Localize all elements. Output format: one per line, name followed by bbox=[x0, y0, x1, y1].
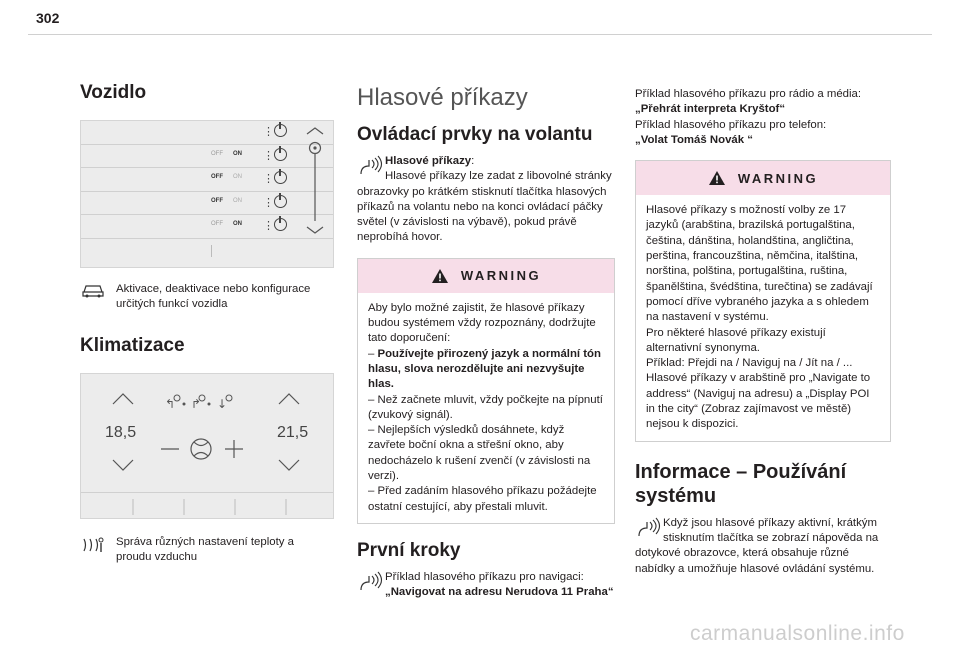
info-text: Když jsou hlasové příkazy aktivní, krátkým stisknutím tlačítka se zobrazí nápověda na dotykové obrazovce, která obsahuje různé nabídky a umožňuje hlasové ovládání systému. bbox=[635, 516, 879, 575]
warning-item-text: Nejlepších výsledků dosáhnete, když zavřete boční okna a střešní okno, aby nedocházelo k rušení zvenčí (v závislosti na verzi). bbox=[368, 424, 591, 483]
more-options-icon: ⋮ bbox=[263, 173, 274, 185]
vehicle-caption: Aktivace, deaktivace nebo konfigurace určitých funkcí vozidla bbox=[116, 283, 311, 311]
warning-text: Příklad: Přejdi na / Naviguj na / Jít na / ... bbox=[646, 357, 853, 370]
vehicle-setting-row bbox=[81, 121, 333, 145]
warning-item: – Před zadáním hlasového příkazu požádejte ostatní cestující, aby přestali mluvit. bbox=[368, 485, 597, 513]
warning-item: – Nejlepších výsledků dosáhnete, když zavřete boční okna a střešní okno, aby nedocházelo k rušení zvenčí (v závislosti na verzi). bbox=[368, 424, 591, 483]
toggle-on-label: ON bbox=[233, 150, 242, 157]
toggle-off-label: OFF bbox=[211, 197, 223, 204]
info-paragraph bbox=[635, 516, 891, 577]
voice-commands-paragraph: Hlasové příkazy: Hlasové příkazy lze zadat z libovolné stránky obrazovky po krátkém stisknutí tlačítka hlasových příkazů na volantu nebo na konci ovládací páčky světel (v závislosti na výbavě), pokud právě neprobíhá hovor. bbox=[357, 155, 612, 244]
column-right bbox=[635, 87, 891, 577]
more-options-icon: ⋮ bbox=[263, 196, 274, 209]
climate-heading: Klimatizace bbox=[80, 334, 185, 356]
toggle-off-label: OFF bbox=[211, 174, 223, 180]
divider-tick bbox=[211, 245, 212, 257]
radio-example-command: „Přehrát interpreta Kryštof“ bbox=[635, 103, 786, 116]
warning-item: – Používejte přirozený jazyk a normální tón hlasu, slova nerozdělujte ani nezvyšujte hlas. bbox=[368, 347, 601, 391]
warning-text: Hlasové příkazy v arabštině pro „Navigate to address“ (Naviguj na adresu) a „Display POI in the city“ (Zobraz zajímavost ve městě) nejsou k dispozici. bbox=[646, 372, 871, 431]
power-icon bbox=[274, 195, 287, 208]
voice-command-icon bbox=[635, 516, 663, 542]
warning-box-right bbox=[635, 160, 891, 441]
air-conditioning-icon bbox=[80, 535, 106, 555]
on-off-toggle[interactable] bbox=[211, 221, 247, 231]
navigation-example bbox=[357, 570, 615, 601]
warning-icon bbox=[708, 170, 726, 186]
more-options-icon: ⋮ bbox=[263, 126, 274, 138]
warning-text: Pro některé hlasové příkazy existují alternativní synonyma. bbox=[646, 326, 826, 354]
voice-commands-label: Hlasové příkazy bbox=[385, 155, 472, 167]
vehicle-setting-row bbox=[81, 192, 333, 216]
climate-caption-row bbox=[80, 535, 340, 566]
car-icon bbox=[80, 282, 106, 298]
warning-icon bbox=[431, 268, 449, 284]
top-divider bbox=[28, 34, 932, 35]
navigation-example-label: Příklad hlasového příkazu pro navigaci: bbox=[385, 570, 584, 583]
warning-title: WARNING bbox=[460, 268, 542, 284]
warning-item: – Než začnete mluvit, vždy počkejte na pípnutí (zvukový signál). bbox=[368, 393, 603, 421]
column-middle bbox=[357, 84, 615, 601]
warning-item-bold: Používejte přirozený jazyk a normální tón hlasu, slova nerozdělujte ani nezvyšujte hlas. bbox=[368, 347, 601, 391]
svg-text:↱: ↱ bbox=[191, 396, 202, 411]
warning-body bbox=[358, 293, 614, 523]
toggle-on-label: ON bbox=[233, 174, 242, 180]
voice-command-icon bbox=[357, 570, 385, 596]
vehicle-heading: Vozidlo bbox=[80, 82, 147, 103]
temperature-left: 18,5 bbox=[105, 423, 137, 441]
info-heading: Informace – Používání systému bbox=[635, 460, 847, 507]
navigation-example-command: „Navigovat na adresu Nerudova 11 Praha“ bbox=[385, 586, 614, 599]
scroll-control-icon[interactable] bbox=[303, 125, 327, 245]
page-number: 302 bbox=[36, 10, 60, 26]
warning-box-middle bbox=[357, 258, 615, 524]
climate-caption: Správa různých nastavení teploty a proudu vzduchu bbox=[116, 535, 294, 563]
toggle-on-label: ON bbox=[233, 197, 242, 204]
warning-item-text: Než začnete mluvit, vždy počkejte na pípnutí (zvukový signál). bbox=[368, 393, 603, 421]
power-icon bbox=[274, 171, 287, 184]
vehicle-settings-panel bbox=[80, 120, 334, 268]
toggle-off-label: OFF bbox=[211, 221, 223, 227]
phone-example-command: „Volat Tomáš Novák “ bbox=[635, 133, 753, 146]
temperature-right: 21,5 bbox=[277, 423, 309, 441]
on-off-toggle[interactable] bbox=[211, 198, 247, 208]
warning-body bbox=[636, 195, 890, 440]
svg-text:↰: ↰ bbox=[165, 396, 176, 411]
climate-bottom-bar bbox=[81, 492, 333, 520]
phone-example-label: Příklad hlasového příkazu pro telefon: bbox=[635, 118, 827, 131]
warning-item-text: Před zadáním hlasového příkazu požádejte ostatní cestující, aby přestali mluvit. bbox=[368, 485, 597, 513]
more-options-icon: ⋮ bbox=[263, 220, 274, 232]
warning-header bbox=[358, 259, 614, 293]
power-icon bbox=[274, 218, 287, 231]
toggle-off-label: OFF bbox=[211, 150, 223, 157]
first-steps-heading: První kroky bbox=[357, 539, 461, 561]
on-off-toggle[interactable] bbox=[211, 151, 247, 161]
radio-example-label: Příklad hlasového příkazu pro rádio a média: bbox=[635, 88, 862, 100]
climate-bottom-dividers bbox=[81, 493, 335, 521]
warning-header bbox=[636, 161, 890, 195]
more-options-icon: ⋮ bbox=[263, 149, 274, 162]
voice-commands-heading: Hlasové příkazy bbox=[357, 84, 528, 111]
vehicle-setting-row bbox=[81, 215, 333, 239]
voice-command-icon bbox=[357, 154, 385, 180]
warning-intro: Aby bylo možné zajistit, že hlasové příkazy budou systémem vždy rozpoznány, dodržujte tato doporučení: bbox=[368, 301, 596, 345]
watermark: carmanualsonline.info bbox=[690, 622, 905, 645]
voice-commands-text: Hlasové příkazy lze zadat z libovolné stránky obrazovky po krátkém stisknutí tlačítka hlasových příkazů na volantu nebo na konci ovládací páčky světel (v závislosti na výbavě), pokud právě neprobíhá hovor. bbox=[357, 170, 612, 244]
warning-title: WARNING bbox=[737, 170, 819, 186]
power-icon bbox=[274, 124, 287, 137]
vehicle-setting-row bbox=[81, 168, 333, 192]
steering-controls-heading: Ovládací prvky na volantu bbox=[357, 124, 593, 145]
vehicle-setting-row bbox=[81, 239, 333, 263]
climate-panel bbox=[80, 373, 334, 519]
power-icon bbox=[274, 148, 287, 161]
svg-text:↓: ↓ bbox=[217, 396, 228, 411]
on-off-toggle[interactable] bbox=[211, 174, 247, 184]
warning-text: Hlasové příkazy s možností volby ze 17 jazyků (arabština, brazilská portugalština, čeština, dánština, holandština, angličtina, perština, francouzština, němčina, italština, norština, polština, portugalština, ruština, španělština, švédština, turečtina) se zadávají pomocí dříve vybraného jazyka a s ohledem na nastavení v systému. bbox=[646, 204, 873, 324]
column-left bbox=[80, 82, 340, 565]
vehicle-setting-row bbox=[81, 145, 333, 169]
toggle-on-label: ON bbox=[233, 221, 242, 227]
vehicle-caption-row bbox=[80, 282, 340, 313]
